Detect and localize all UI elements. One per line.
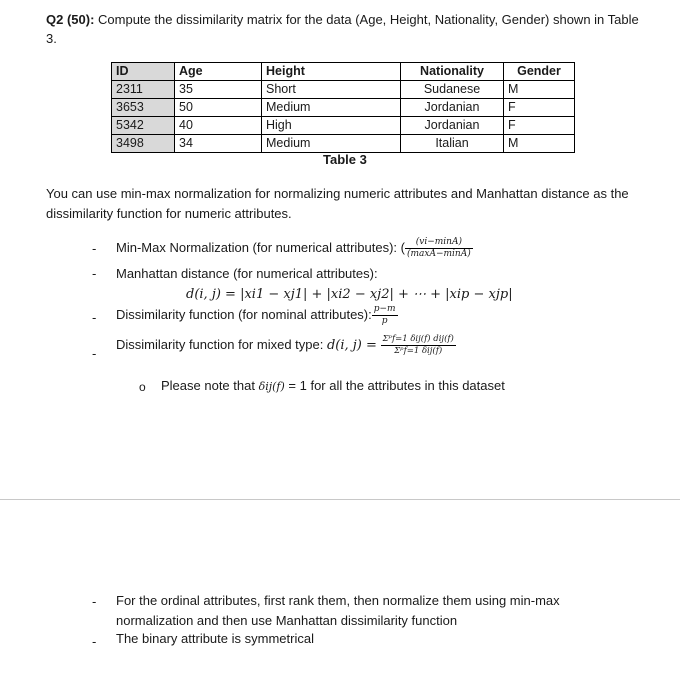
- ordinal-note: For the ordinal attributes, first rank them, then normalize them using min-max normalization and then use Manhattan dissimilarity function: [116, 593, 560, 628]
- bullet-dash: -: [92, 594, 97, 609]
- minmax-item: [116, 237, 473, 260]
- table-row: [112, 81, 575, 99]
- table-cell-nationality: Jordanian: [401, 117, 504, 135]
- question-title: [46, 10, 646, 48]
- table-cell-age: 35: [175, 81, 262, 99]
- table-cell-height: Medium: [262, 99, 401, 117]
- table-header-row: [112, 63, 575, 81]
- bullet-dash: -: [92, 346, 97, 361]
- question-text: Compute the dissimilarity matrix for the data (Age, Height, Nationality, Gender) shown in Table 3.: [46, 12, 639, 46]
- question-label: Q2 (50):: [46, 12, 95, 27]
- note-line: [161, 378, 505, 393]
- nominal-item: [116, 304, 398, 327]
- table-header-cell: Height: [262, 63, 401, 81]
- table-header-cell: ID: [112, 63, 175, 81]
- table-caption: Table 3: [323, 152, 367, 167]
- manhattan-formula: d(i, j) = |xi1 − xj1| + |xi2 − xj2| + ⋯ + |xip − xjp|: [186, 287, 513, 302]
- table-cell-gender: M: [504, 81, 575, 99]
- table-cell-nationality: Jordanian: [401, 99, 504, 117]
- minmax-denominator: (maxA−minA): [406, 249, 471, 259]
- binary-note: The binary attribute is symmetrical: [116, 631, 314, 646]
- note-post: = 1 for all the attributes in this dataset: [284, 378, 505, 393]
- bullet-dash: -: [92, 634, 97, 649]
- table-cell-id: 3653: [112, 99, 175, 117]
- note-symbol: δij(f): [258, 380, 285, 393]
- data-table: [111, 62, 575, 153]
- page-divider: [0, 499, 680, 500]
- mixed-numerator: Σᵖf=1 δij(f) dij(f): [382, 334, 454, 344]
- table-cell-age: 50: [175, 99, 262, 117]
- table-cell-id: 3498: [112, 135, 175, 153]
- table-cell-height: Short: [262, 81, 401, 99]
- table-cell-height: High: [262, 117, 401, 135]
- mixed-item: [116, 334, 456, 357]
- table-cell-gender: F: [504, 99, 575, 117]
- mixed-label: Dissimilarity function for mixed type:: [116, 336, 327, 352]
- table-cell-age: 40: [175, 117, 262, 135]
- table-header-cell: Gender: [504, 63, 575, 81]
- table-cell-id: 2311: [112, 81, 175, 99]
- bullet-dash: -: [92, 310, 97, 325]
- table-cell-nationality: Italian: [401, 135, 504, 153]
- table-cell-height: Medium: [262, 135, 401, 153]
- table-row: [112, 135, 575, 153]
- intro-paragraph: You can use min-max normalization for normalizing numeric attributes and Manhattan distance as the dissimilarity function for numeric attributes.: [46, 186, 629, 221]
- mixed-lhs: d(i, j) =: [326, 337, 377, 353]
- table-cell-gender: M: [504, 135, 575, 153]
- table-cell-nationality: Sudanese: [401, 81, 504, 99]
- bullet-dash: -: [92, 241, 97, 256]
- table-header-cell: Age: [175, 63, 262, 81]
- table-row: [112, 99, 575, 117]
- note-pre: Please note that: [161, 378, 259, 393]
- table-cell-id: 5342: [112, 117, 175, 135]
- nominal-label: Dissimilarity function (for nominal attributes):: [116, 306, 372, 322]
- nominal-fraction: [372, 304, 398, 327]
- table-header-cell: Nationality: [401, 63, 504, 81]
- minmax-numerator: (vi−minA): [405, 237, 473, 249]
- mixed-denominator: Σᵖf=1 δij(f): [394, 346, 443, 356]
- mixed-fraction: [381, 334, 456, 357]
- table-row: [112, 117, 575, 135]
- manhattan-label: Manhattan distance (for numerical attributes):: [116, 266, 378, 281]
- minmax-label: Min-Max Normalization (for numerical attributes): (: [116, 239, 405, 255]
- nominal-denominator: p: [381, 316, 388, 326]
- table-cell-gender: F: [504, 117, 575, 135]
- table-cell-age: 34: [175, 135, 262, 153]
- sub-bullet-circle: o: [139, 380, 146, 394]
- bullet-dash: -: [92, 266, 97, 281]
- minmax-fraction: [405, 237, 473, 260]
- nominal-numerator: p−m: [373, 304, 396, 314]
